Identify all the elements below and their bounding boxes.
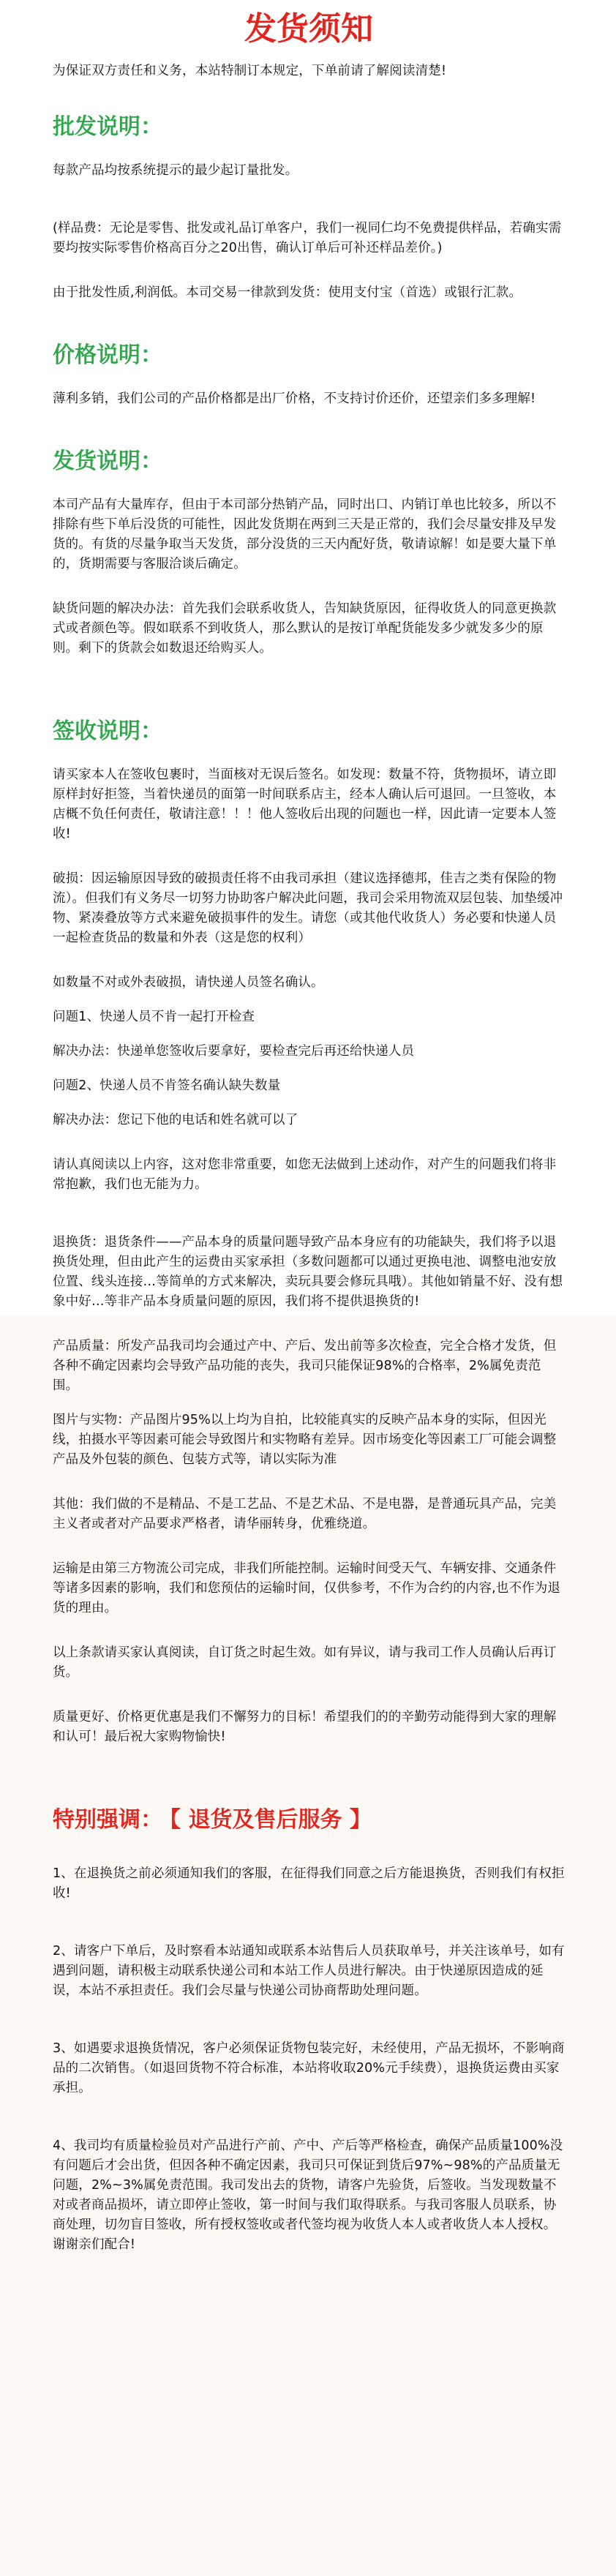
shipping-shortage-text: 缺货问题的解决办法：首先我们会联系收货人，告知缺货原因，征得收货人的同意更换款式或者颜色等。假如联系不到收货人，那么默认的是按订单配货能发多少就发多少的原则。剩下的货款会如数退还给购买人。 (53, 601, 557, 656)
special-item: 2、请客户下单后，及时察看本站通知或联系本站售后人员获取单号，并关注该单号，如有遇到问题，请积极主动联系快递公司和本站工作人员进行解决。由于快递原因造成的延误，本站不承担责任。我们会尽量与快递公司协商帮助处理问题。 (53, 1944, 565, 1998)
receipt-section (53, 717, 565, 1195)
shipping-heading: 发货说明： (53, 448, 162, 474)
returns-transport-text: 运输是由第三方物流公司完成，非我们所能控制。运输时间受天气、车辆安排、交通条件等诸多因素的影响，我们和您预估的运输时间，仅供参考，不作为合约的内容,也不作为退货的理由。 (53, 1561, 561, 1615)
special-section (53, 1806, 565, 2255)
special-bracket-title: 【 退货及售后服务 】 (170, 1807, 372, 1833)
receipt-heading: 签收说明： (53, 718, 162, 744)
receipt-problem-1: 问题1、快递人员不肯一起打开检查 (53, 1010, 255, 1024)
price-text: 薄利多销，我们公司的产品价格都是出厂价格，不支持讨价还价，还望亲们多多理解! (53, 391, 536, 406)
returns-other-text: 其他：我们做的不是精品、不是工艺品、不是艺术品、不是电器，是普通玩具产品，完美主义者或者对产品要求严格者，请华丽转身，优雅绕道。 (53, 1497, 557, 1531)
returns-conditions-text: 退换货：退货条件——产品本身的质量问题导致产品本身应有的功能缺失，我们将予以退换货处理，但由此产生的运费由买家承担（多数问题都可以通过更换电池、调整电池安放位置、线头连接…等简单的方式来解决，卖玩具要会修玩具哦）。其他如销量不好、没有想象中好…等非产品本身质量问题的原因，我们将不提供退换货的! (53, 1235, 563, 1309)
special-item: 4、我司均有质量检验员对产品进行产前、产中、产后等严格检查，确保产品质量100%没有问题后才会出货，但因各种不确定因素，我司只可保证到货后97%~98%的产品质量无问题，2%~3%属免责范围。我司发出去的货物，请客户先验货，后签收。当发现数量不对或者商品损坏，请立即停止签收，第一时间与我们取得联系。与我司客服人员联系，协商处理，切勿盲目签收，所有授权签收或者代签均视为收货人本人或者收货人本人授权。谢谢亲们配合! (53, 2138, 563, 2252)
price-section (53, 341, 565, 409)
returns-closing-text: 质量更好、价格更优惠是我们不懈努力的目标！希望我们的的辛勤劳动能得到大家的理解和认可！最后祝大家购物愉快! (53, 1710, 557, 1744)
wholesale-min-order: 每款产品均按系统提示的最少起订量批发。 (53, 163, 298, 178)
returns-section (53, 1233, 565, 1747)
intro-text: 为保证双方责任和义务，本站特制订本规定，下单前请了解阅读清楚! (53, 64, 447, 78)
returns-quality-text: 产品质量：所发产品我司均会通过产中、产后、发出前等多次检查，完全合格才发货，但各种不确定因素均会导致产品功能的丧失，我司只能保证98%的合格率，2%属免责范围。 (53, 1339, 557, 1393)
receipt-notice-text: 请认真阅读以上内容，这对您非常重要，如您无法做到上述动作，对产生的问题我们将非常抱歉，我们也无能为力。 (53, 1157, 557, 1192)
wholesale-heading: 批发说明： (53, 114, 162, 140)
special-label: 特别强调： (53, 1807, 162, 1833)
returns-terms-text: 以上条款请买家认真阅读，自订货之时起生效。如有异议，请与我司工作人员确认后再订货。 (53, 1645, 557, 1680)
receipt-solution-2: 解决办法：您记下他的电话和姓名就可以了 (53, 1113, 298, 1127)
special-item: 3、如遇要求退换货情况，客户必须保证货物包装完好，未经使用，产品无损坏，不影响商品的二次销售。（如退回货物不符合标准，本站将收取20%元手续费），退换货运费由买家承担。 (53, 2041, 565, 2095)
page-title: 发货须知 (244, 10, 373, 48)
receipt-solution-1: 解决办法：快递单您签收后要拿好，要检查完后再还给快递人员 (53, 1044, 415, 1059)
receipt-confirm-text: 如数量不对或外表破损，请快递人员签名确认。 (53, 975, 324, 990)
wholesale-sample-fee: (样品费：无论是零售、批发或礼品订单客户，我们一视同仁均不免费提供样品，若确实需要均按实际零售价格高百分之20出售，确认订单后可补还样品差价。) (53, 221, 562, 255)
shipping-section (53, 447, 565, 658)
special-heading (53, 1806, 565, 1835)
receipt-damage-text: 破损：因运输原因导致的破损责任将不由我司承担（建议选择德邦，佳吉之类有保险的物流）。但我们有义务尽一切努力协助客户解决此问题，我司会采用物流双层包装、加垫缓冲物、紧凑叠放等方式来避免破损事件的发生。请您（或其他代收货人）务必要和快递人员一起检查货品的数量和外表（这是您的权利） (53, 871, 563, 945)
receipt-sign-text: 请买家本人在签收包裹时，当面核对无误后签名。如发现：数量不符，货物损坏，请立即原样封好拒签，当着快递员的面第一时间联系店主，经本人确认后可退回。一旦签收，本店概不负任何责任，敬请注意！！！他人签收后出现的问题也一样，因此请一定要本人签收! (53, 767, 557, 841)
wholesale-section (53, 113, 565, 303)
receipt-problem-2: 问题2、快递人员不肯签名确认缺失数量 (53, 1078, 281, 1093)
price-heading: 价格说明： (53, 342, 162, 368)
special-item: 1、在退换货之前必须通知我们的客服，在征得我们同意之后方能退换货，否则我们有权拒收! (53, 1866, 565, 1901)
shipping-stock-text: 本司产品有大量库存，但由于本司部分热销产品，同时出口、内销订单也比较多，所以不排除有些下单后没货的可能性，因此发货期在两到三天是正常的，我们会尽量安排及早发货的。有货的尽量争取当天发货，部分没货的三天内配好货，敬请谅解！如是要大量下单的，货期需要与客服洽谈后确定。 (53, 497, 557, 571)
returns-photo-text: 图片与实物：产品图片95%以上均为自拍，比较能真实的反映产品本身的实际，但因光线，拍摄水平等因素可能会导致图片和实物略有差异。因市场变化等因素工厂可能会调整产品及外包装的颜色、包装方式等，请以实际为准 (53, 1413, 557, 1467)
wholesale-payment: 由于批发性质,利润低。本司交易一律款到发货：使用支付宝（首选）或银行汇款。 (53, 285, 522, 300)
